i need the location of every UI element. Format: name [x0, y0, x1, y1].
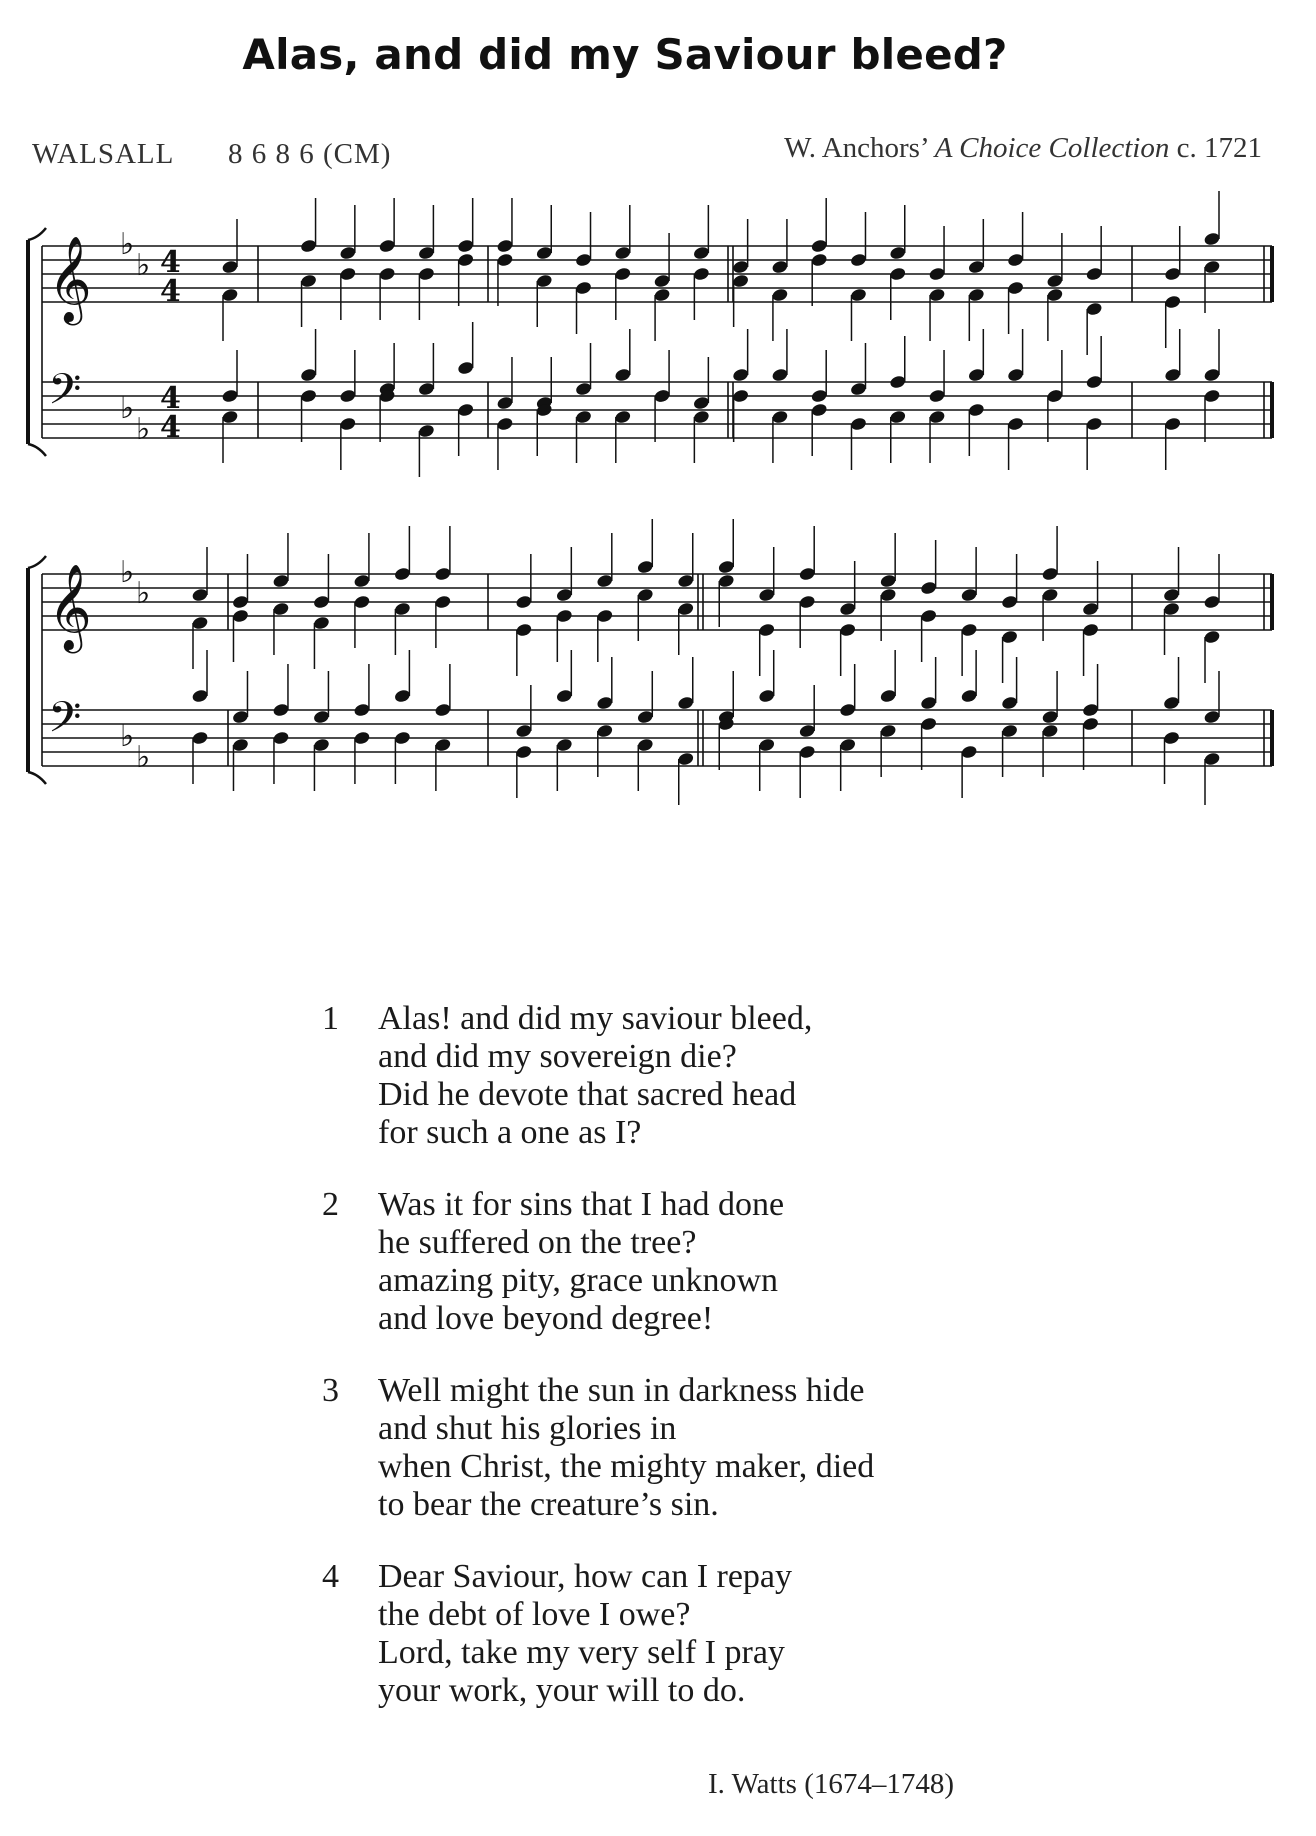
verse-2: [310, 1186, 1030, 1338]
system-bracket: [28, 556, 46, 568]
system-2: [28, 519, 1272, 805]
time-signature-top: 4: [160, 245, 181, 280]
verse-line: Alas! and did my saviour bleed,: [378, 1000, 813, 1037]
tune-source-title: A Choice Collection: [934, 132, 1170, 164]
verse-4: [310, 1558, 1030, 1710]
flat-icon: ♭: [120, 391, 135, 426]
flat-icon: ♭: [120, 719, 135, 754]
bass-clef-icon: 𝄢: [48, 693, 82, 753]
verse-1: [310, 1000, 1030, 1152]
tune-source-date: c. 1721: [1176, 132, 1262, 164]
verse-line: he suffered on the tree?: [378, 1224, 697, 1261]
verse-line: Dear Saviour, how can I repay: [378, 1558, 793, 1595]
verse-line: to bear the creature’s sin.: [378, 1486, 719, 1523]
hymn-title: Alas, and did my Saviour bleed?: [242, 30, 1008, 79]
verse-line: the debt of love I owe?: [378, 1596, 691, 1633]
tune-meter: 8 6 8 6 (CM): [228, 138, 392, 170]
verse-line: Well might the sun in darkness hide: [378, 1372, 865, 1409]
verse-number: 2: [322, 1186, 339, 1223]
verse-number: 4: [322, 1558, 339, 1595]
tune-source: [784, 132, 1262, 165]
system-bracket: [28, 444, 46, 456]
verse-line: and shut his glories in: [378, 1410, 677, 1447]
music-score: [0, 190, 1316, 930]
time-signature-bottom: 4: [160, 410, 181, 445]
system-bracket: [28, 772, 46, 784]
flat-icon: ♭: [120, 555, 135, 590]
notes: [191, 519, 1221, 805]
verse-line: for such a one as I?: [378, 1114, 642, 1151]
tune-info: [32, 132, 1262, 178]
verse-line: your work, your will to do.: [378, 1672, 746, 1709]
time-signature-top: 4: [160, 381, 181, 416]
verse-line: and love beyond degree!: [378, 1300, 714, 1337]
notes: [221, 191, 1221, 477]
system-1: [28, 191, 1272, 477]
verse-line: and did my sovereign die?: [378, 1038, 737, 1075]
verse-number: 1: [322, 1000, 339, 1037]
verse-line: Lord, take my very self I pray: [378, 1634, 785, 1671]
bass-clef-icon: 𝄢: [48, 365, 82, 425]
flat-icon: ♭: [136, 740, 151, 775]
flat-icon: ♭: [120, 227, 135, 262]
tune-source-prefix: W. Anchors’: [784, 132, 928, 164]
verse-3: [310, 1372, 1030, 1524]
tune-name: WALSALL: [32, 138, 175, 170]
verse-line: Did he devote that sacred head: [378, 1076, 797, 1113]
treble-clef-icon: 𝄞: [48, 564, 92, 650]
verse-line: when Christ, the mighty maker, died: [378, 1448, 875, 1485]
treble-clef-icon: 𝄞: [48, 236, 92, 322]
system-bracket: [28, 228, 46, 240]
flat-icon: ♭: [136, 412, 151, 447]
verse-line: Was it for sins that I had done: [378, 1186, 785, 1223]
verse-number: 3: [322, 1372, 339, 1409]
verse-line: amazing pity, grace unknown: [378, 1262, 778, 1299]
author-credit: I. Watts (1674–1748): [708, 1768, 955, 1800]
bass-staff: [42, 693, 1272, 775]
flat-icon: ♭: [136, 248, 151, 283]
time-signature-bottom: 4: [160, 274, 181, 309]
flat-icon: ♭: [136, 576, 151, 611]
verses: [310, 1000, 1030, 1744]
